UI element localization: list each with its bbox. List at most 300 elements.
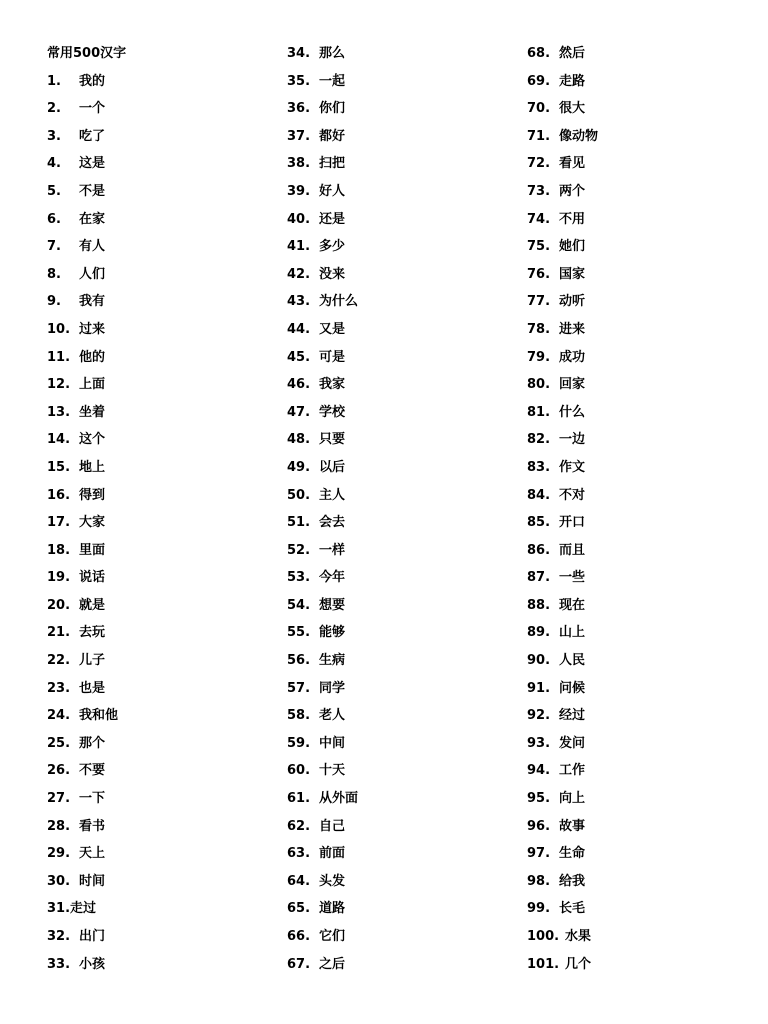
list-item — [47, 592, 277, 620]
list-item — [527, 95, 757, 123]
item-word: 一下 — [79, 791, 106, 807]
item-word: 一起 — [319, 73, 346, 89]
item-word: 今年 — [319, 570, 346, 586]
item-word: 想要 — [319, 597, 346, 613]
item-number: 17. — [47, 515, 71, 531]
item-word: 小孩 — [79, 956, 106, 972]
item-word: 说话 — [79, 570, 106, 586]
list-item — [47, 233, 277, 261]
list-item — [527, 426, 757, 454]
item-word: 人们 — [79, 266, 106, 282]
item-word: 你们 — [319, 101, 346, 117]
item-word: 头发 — [319, 873, 346, 889]
item-number: 21. — [47, 625, 71, 641]
item-word: 发问 — [559, 735, 586, 751]
list-item — [47, 316, 277, 344]
list-item — [47, 702, 277, 730]
list-item — [287, 923, 517, 951]
item-word: 去玩 — [79, 625, 106, 641]
item-word: 成功 — [559, 349, 586, 365]
list-item — [47, 923, 277, 951]
item-number: 5. — [47, 183, 61, 199]
list-item — [47, 371, 277, 399]
item-word: 一样 — [319, 542, 346, 558]
list-item — [527, 785, 757, 813]
item-number: 49. — [287, 459, 311, 475]
item-word: 里面 — [79, 542, 106, 558]
item-number: 61. — [287, 791, 311, 807]
item-number: 76. — [527, 266, 551, 282]
list-item — [47, 344, 277, 372]
item-word: 都好 — [319, 128, 346, 144]
item-number: 82. — [527, 432, 551, 448]
item-word: 长毛 — [559, 901, 586, 917]
item-number: 44. — [287, 321, 311, 337]
list-item — [287, 344, 517, 372]
list-item — [47, 647, 277, 675]
item-number: 1. — [47, 73, 61, 89]
item-number: 99. — [527, 901, 551, 917]
item-word: 自己 — [319, 818, 346, 834]
item-word: 现在 — [559, 597, 586, 613]
list-item — [287, 702, 517, 730]
item-number: 6. — [47, 211, 61, 227]
list-item — [47, 951, 277, 979]
list-item — [287, 399, 517, 427]
item-number: 78. — [527, 321, 551, 337]
item-word: 坐着 — [79, 404, 106, 420]
list-item — [287, 95, 517, 123]
item-word: 看见 — [559, 156, 586, 172]
item-word: 只要 — [319, 432, 346, 448]
item-word: 从外面 — [319, 791, 359, 807]
item-number: 48. — [287, 432, 311, 448]
list-item — [527, 344, 757, 372]
item-word: 能够 — [319, 625, 346, 641]
list-item — [47, 68, 277, 96]
list-item — [527, 233, 757, 261]
list-item — [47, 813, 277, 841]
item-number: 29. — [47, 846, 71, 862]
list-item — [287, 675, 517, 703]
item-word: 一些 — [559, 570, 586, 586]
list-item — [287, 951, 517, 979]
item-word: 给我 — [559, 873, 586, 889]
list-item — [527, 619, 757, 647]
item-word: 人民 — [559, 653, 586, 669]
item-number: 27. — [47, 791, 71, 807]
list-item — [527, 150, 757, 178]
item-word: 他的 — [79, 349, 106, 365]
item-word: 生病 — [319, 653, 346, 669]
item-word: 还是 — [319, 211, 346, 227]
item-number: 57. — [287, 680, 311, 696]
list-item — [47, 730, 277, 758]
item-word: 好人 — [319, 183, 346, 199]
item-number: 41. — [287, 239, 311, 255]
list-item — [47, 757, 277, 785]
item-number: 28. — [47, 818, 71, 834]
item-number: 71. — [527, 128, 551, 144]
item-word: 吃了 — [79, 128, 106, 144]
item-number: 88. — [527, 597, 551, 613]
item-number: 87. — [527, 570, 551, 586]
item-word: 时间 — [79, 873, 106, 889]
item-number: 34. — [287, 46, 311, 61]
item-number: 67. — [287, 956, 311, 972]
item-word: 山上 — [559, 625, 586, 641]
item-number: 26. — [47, 763, 71, 779]
item-number: 18. — [47, 542, 71, 558]
list-item — [47, 95, 277, 123]
item-number: 15. — [47, 459, 71, 475]
list-item — [527, 399, 757, 427]
item-number: 52. — [287, 542, 311, 558]
item-number: 16. — [47, 487, 71, 503]
item-word: 然后 — [559, 46, 586, 61]
list-item — [47, 675, 277, 703]
list-item — [287, 757, 517, 785]
item-number: 4. — [47, 156, 61, 172]
list-item — [287, 482, 517, 510]
item-number: 24. — [47, 708, 71, 724]
item-word: 没来 — [319, 266, 346, 282]
list-item — [287, 564, 517, 592]
item-word: 这是 — [79, 156, 106, 172]
list-item — [47, 206, 277, 234]
list-item — [47, 619, 277, 647]
item-number: 22. — [47, 653, 71, 669]
item-number: 89. — [527, 625, 551, 641]
item-word: 问候 — [559, 680, 586, 696]
list-item — [287, 261, 517, 289]
list-item — [287, 785, 517, 813]
item-word: 同学 — [319, 680, 346, 696]
item-word: 以后 — [319, 459, 346, 475]
list-item — [47, 482, 277, 510]
item-word: 几个 — [565, 956, 592, 972]
list-item — [287, 68, 517, 96]
list-item — [47, 426, 277, 454]
item-number: 51. — [287, 515, 311, 531]
item-number: 59. — [287, 735, 311, 751]
item-number: 45. — [287, 349, 311, 365]
item-number: 66. — [287, 929, 311, 944]
item-number: 73. — [527, 183, 551, 199]
item-word: 出门 — [79, 929, 106, 944]
item-word: 又是 — [319, 321, 346, 337]
item-word: 扫把 — [319, 156, 346, 172]
item-number: 83. — [527, 459, 551, 475]
list-item — [527, 537, 757, 565]
item-number: 23. — [47, 680, 71, 696]
item-number: 14. — [47, 432, 71, 448]
item-word: 那个 — [79, 735, 106, 751]
list-item — [527, 123, 757, 151]
item-word: 我和他 — [79, 708, 119, 724]
list-item — [287, 509, 517, 537]
item-word: 回家 — [559, 377, 586, 393]
item-word: 也是 — [79, 680, 106, 696]
item-number: 63. — [287, 846, 311, 862]
item-number: 74. — [527, 211, 551, 227]
list-item — [527, 206, 757, 234]
item-word: 很大 — [559, 101, 586, 117]
item-word: 经过 — [559, 708, 586, 724]
item-word: 天上 — [79, 846, 106, 862]
list-item — [527, 813, 757, 841]
item-number: 64. — [287, 873, 311, 889]
item-word: 生命 — [559, 846, 586, 862]
item-word: 多少 — [319, 239, 346, 255]
list-item — [287, 178, 517, 206]
item-number: 40. — [287, 211, 311, 227]
list-item — [527, 951, 757, 979]
item-number: 85. — [527, 515, 551, 531]
list-item — [287, 233, 517, 261]
list-item — [527, 288, 757, 316]
list-item — [47, 785, 277, 813]
item-number: 37. — [287, 128, 311, 144]
item-word: 进来 — [559, 321, 586, 337]
item-word: 不是 — [79, 183, 106, 199]
list-item — [527, 482, 757, 510]
item-number: 97. — [527, 846, 551, 862]
item-word: 可是 — [319, 349, 346, 365]
list-item — [287, 426, 517, 454]
item-number: 100. — [527, 929, 560, 944]
list-item — [527, 592, 757, 620]
item-word: 一边 — [559, 432, 586, 448]
list-item — [47, 868, 277, 896]
item-number: 35. — [287, 73, 311, 89]
list-item — [287, 371, 517, 399]
item-number: 58. — [287, 708, 311, 724]
item-word: 像动物 — [559, 128, 599, 144]
item-number: 60. — [287, 763, 311, 779]
item-word: 而且 — [559, 542, 586, 558]
item-word: 两个 — [559, 183, 586, 199]
item-word: 学校 — [319, 404, 346, 420]
list-item — [47, 509, 277, 537]
list-item — [527, 454, 757, 482]
item-number: 93. — [527, 735, 551, 751]
item-word: 工作 — [559, 763, 586, 779]
item-word: 十天 — [319, 763, 346, 779]
list-item — [47, 123, 277, 151]
item-word: 我的 — [79, 73, 106, 89]
item-word: 作文 — [559, 459, 586, 475]
item-number: 92. — [527, 708, 551, 724]
item-number: 77. — [527, 294, 551, 310]
list-item — [527, 702, 757, 730]
list-item — [527, 564, 757, 592]
item-word: 这个 — [79, 432, 106, 448]
item-number: 91. — [527, 680, 551, 696]
item-word: 我家 — [319, 377, 346, 393]
item-number: 46. — [287, 377, 311, 393]
item-number: 50. — [287, 487, 311, 503]
item-word: 道路 — [319, 901, 346, 917]
item-word: 就是 — [79, 597, 106, 613]
list-item — [527, 647, 757, 675]
item-number: 3. — [47, 128, 61, 144]
item-word: 儿子 — [79, 653, 106, 669]
item-number: 13. — [47, 404, 71, 420]
item-word: 走过 — [70, 901, 97, 917]
list-item — [287, 123, 517, 151]
list-item — [287, 454, 517, 482]
item-word: 我有 — [79, 294, 106, 310]
item-number: 54. — [287, 597, 311, 613]
item-number: 86. — [527, 542, 551, 558]
list-item — [527, 730, 757, 758]
item-number: 2. — [47, 101, 61, 117]
list-item — [287, 868, 517, 896]
item-word: 不用 — [559, 211, 586, 227]
item-number: 32. — [47, 929, 71, 944]
item-number: 75. — [527, 239, 551, 255]
list-item — [287, 840, 517, 868]
list-item — [47, 564, 277, 592]
item-number: 65. — [287, 901, 311, 917]
item-number: 98. — [527, 873, 551, 889]
item-word: 什么 — [559, 404, 586, 420]
page-title: 常用500汉字 — [47, 46, 127, 61]
list-item — [47, 895, 277, 923]
item-word: 地上 — [79, 459, 106, 475]
item-number: 10. — [47, 321, 71, 337]
list-item — [47, 178, 277, 206]
item-word: 在家 — [79, 211, 106, 227]
list-item — [287, 40, 517, 68]
list-item — [287, 619, 517, 647]
item-word: 老人 — [319, 708, 346, 724]
item-word: 开口 — [559, 515, 586, 531]
item-number: 79. — [527, 349, 551, 365]
list-item — [287, 730, 517, 758]
item-word: 向上 — [559, 791, 586, 807]
list-item — [287, 206, 517, 234]
item-word: 不要 — [79, 763, 106, 779]
list-item — [527, 40, 757, 68]
item-number: 62. — [287, 818, 311, 834]
list-item — [47, 261, 277, 289]
item-number: 11. — [47, 349, 71, 365]
item-word: 会去 — [319, 515, 346, 531]
item-word: 中间 — [319, 735, 346, 751]
list-item — [287, 288, 517, 316]
list-item — [47, 150, 277, 178]
item-word: 它们 — [319, 929, 346, 944]
item-word: 为什么 — [319, 294, 359, 310]
item-number: 90. — [527, 653, 551, 669]
list-item — [527, 868, 757, 896]
item-number: 7. — [47, 239, 61, 255]
item-word: 过来 — [79, 321, 106, 337]
item-number: 95. — [527, 791, 551, 807]
item-word: 一个 — [79, 101, 106, 117]
item-number: 8. — [47, 266, 61, 282]
item-number: 38. — [287, 156, 311, 172]
item-number: 19. — [47, 570, 71, 586]
item-number: 30. — [47, 873, 71, 889]
item-number: 69. — [527, 73, 551, 89]
item-number: 33. — [47, 956, 71, 972]
list-item — [527, 840, 757, 868]
list-item — [47, 454, 277, 482]
list-item — [527, 178, 757, 206]
word-column-3 — [527, 40, 757, 978]
list-item — [287, 813, 517, 841]
item-number: 72. — [527, 156, 551, 172]
list-item — [527, 923, 757, 951]
item-number: 31. — [47, 901, 71, 917]
item-word: 动听 — [559, 294, 586, 310]
item-number: 25. — [47, 735, 71, 751]
item-number: 20. — [47, 597, 71, 613]
word-column-1 — [47, 40, 277, 978]
list-item — [287, 895, 517, 923]
list-item — [287, 592, 517, 620]
list-item — [287, 150, 517, 178]
list-item — [527, 509, 757, 537]
item-number: 94. — [527, 763, 551, 779]
item-number: 56. — [287, 653, 311, 669]
item-number: 36. — [287, 101, 311, 117]
item-number: 68. — [527, 46, 551, 61]
item-number: 43. — [287, 294, 311, 310]
list-item — [47, 840, 277, 868]
item-number: 81. — [527, 404, 551, 420]
word-column-2 — [287, 40, 517, 978]
list-item — [287, 537, 517, 565]
item-word: 水果 — [565, 929, 592, 944]
item-number: 9. — [47, 294, 61, 310]
item-word: 她们 — [559, 239, 586, 255]
item-number: 80. — [527, 377, 551, 393]
list-item — [47, 399, 277, 427]
item-word: 那么 — [319, 46, 346, 61]
item-number: 55. — [287, 625, 311, 641]
item-number: 70. — [527, 101, 551, 117]
item-word: 主人 — [319, 487, 346, 503]
item-number: 53. — [287, 570, 311, 586]
item-number: 39. — [287, 183, 311, 199]
item-word: 不对 — [559, 487, 586, 503]
item-word: 有人 — [79, 239, 106, 255]
list-item — [47, 537, 277, 565]
item-word: 大家 — [79, 515, 106, 531]
list-item — [527, 757, 757, 785]
item-word: 得到 — [79, 487, 106, 503]
item-number: 96. — [527, 818, 551, 834]
item-word: 上面 — [79, 377, 106, 393]
list-item — [527, 261, 757, 289]
list-item — [287, 316, 517, 344]
item-number: 101. — [527, 956, 560, 972]
item-number: 47. — [287, 404, 311, 420]
item-number: 12. — [47, 377, 71, 393]
list-item — [527, 895, 757, 923]
item-word: 故事 — [559, 818, 586, 834]
item-word: 之后 — [319, 956, 346, 972]
item-word: 走路 — [559, 73, 586, 89]
list-item — [527, 316, 757, 344]
item-number: 84. — [527, 487, 551, 503]
list-item — [287, 647, 517, 675]
list-item — [47, 288, 277, 316]
